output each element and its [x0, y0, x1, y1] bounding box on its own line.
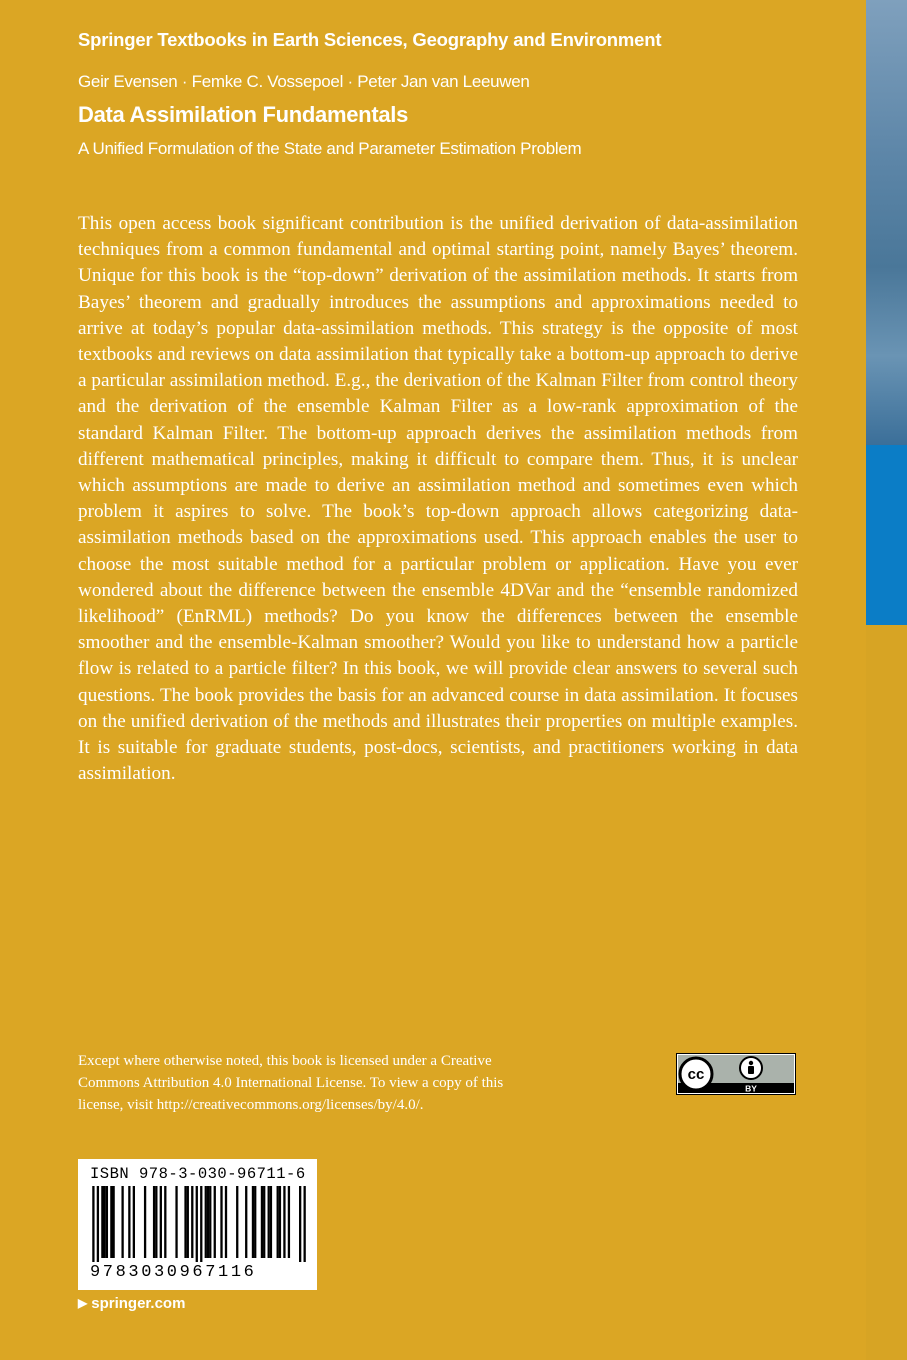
barcode-bar [184, 1186, 186, 1258]
barcode-bar [97, 1186, 99, 1262]
barcode-bar [103, 1186, 105, 1258]
barcode-bar [164, 1186, 166, 1258]
barcode-bar [112, 1186, 114, 1258]
barcode-bar [236, 1186, 238, 1258]
barcode-bar [263, 1186, 265, 1258]
barcode-bar [245, 1186, 247, 1258]
barcode-bar [225, 1186, 227, 1258]
spine-photo [866, 0, 907, 445]
barcode-bar [92, 1186, 94, 1262]
springer-website-link[interactable] [78, 1295, 185, 1312]
cc-by-license-icon [676, 1053, 796, 1095]
barcode-bar [220, 1186, 222, 1258]
barcode-bar [209, 1186, 211, 1258]
barcode-bar [155, 1186, 157, 1258]
barcode-bar [175, 1186, 177, 1258]
barcode-bar [133, 1186, 135, 1258]
license-text: Except where otherwise noted, this book is licensed under a Creative Commons Attribution 4.0 International License. To view a copy of this license, visit http://creativecommons.org/licenses/by/4.0/. [78, 1053, 504, 1113]
barcode-bar [101, 1186, 103, 1258]
barcode-bar [254, 1186, 256, 1258]
arrow-right-icon: ▶ [78, 1296, 88, 1310]
barcode-bar [214, 1186, 216, 1258]
barcode-bar [200, 1186, 202, 1262]
barcode-bar [106, 1186, 108, 1258]
barcode-bar [283, 1186, 285, 1258]
isbn-label: ISBN 978-3-030-96711-6 [90, 1165, 306, 1183]
barcode-bar [268, 1186, 270, 1258]
barcode-bar [160, 1186, 162, 1258]
barcode-bar [261, 1186, 263, 1258]
barcode-bar [121, 1186, 123, 1258]
book-title: Data Assimilation Fundamentals [78, 102, 409, 127]
barcode-bar [207, 1186, 209, 1258]
barcode-bar [144, 1186, 146, 1258]
by-label: BY [745, 1083, 757, 1094]
barcode-bar [304, 1186, 306, 1262]
series-title: Springer Textbooks in Earth Sciences, Geography and Environment [78, 29, 662, 50]
barcode-bar [128, 1186, 130, 1258]
barcode-bar [299, 1186, 301, 1262]
barcode-bar [270, 1186, 272, 1258]
spine-blue-band [866, 445, 907, 625]
barcode-bar [187, 1186, 189, 1258]
isbn-barcode [78, 1159, 317, 1290]
barcode-icon [90, 1186, 308, 1262]
barcode-bar [277, 1186, 279, 1258]
barcode-bar [110, 1186, 112, 1258]
authors: Geir Evensen · Femke C. Vossepoel · Peter Jan van Leeuwen [78, 72, 530, 91]
book-subtitle: A Unified Formulation of the State and Parameter Estimation Problem [78, 139, 582, 158]
website-label: springer.com [91, 1295, 186, 1312]
barcode-bar [191, 1186, 193, 1258]
barcode-digits: 9783030967116 [90, 1263, 257, 1282]
barcode-bar [288, 1186, 290, 1258]
barcode-bar [196, 1186, 198, 1262]
barcode-bar [252, 1186, 254, 1258]
barcode-bar [205, 1186, 207, 1258]
blurb-text: This open access book significant contribution is the unified derivation of data-assimilation techniques from a common fundamental and optimal starting point, namely Bayes’ theorem. Unique for this book is the “top-down” derivation of the assimilation methods. It starts from Bayes’ theorem and gradually introduces the assumptions and approximations needed to arrive at today’s popular data-assimilation methods. This strategy is the opposite of most textbooks and reviews on data assimilation that typically take a bottom-up approach to derive a particular assimilation method. E.g., the derivation of the Kalman Filter from control theory and the derivation of the ensemble Kalman Filter as a low-rank approximation of the standard Kalman Filter. The bottom-up approach derives the assimilation methods from different mathematical principles, making it difficult to compare them. Thus, it is unclear which assumptions are made to derive an assimilation method and sometimes even which problem it aspires to solve. The book’s top-down approach allows categorizing data-assimilation methods based on the approximations used. This approach enables the user to choose the most suitable method for a particular problem or application. Have you ever wondered about the difference between the ensemble 4DVar and the “ensemble randomized likelihood” (EnRML) methods? Do you know the differences between the ensemble smoother and the ensemble-Kalman smoother? Would you like to understand how a particle flow is related to a particle filter? In this book, we will provide clear answers to several such questions. The book provides the basis for an advanced course in data assimilation. It focuses on the unified derivation of the methods and illustrates their properties on multiple examples. It is suitable for graduate students, post-docs, scientists, and practitioners working in data assimilation. [78, 213, 798, 785]
barcode-bar [279, 1186, 281, 1258]
barcode-bar [153, 1186, 155, 1258]
cc-symbol: cc [687, 1066, 705, 1083]
